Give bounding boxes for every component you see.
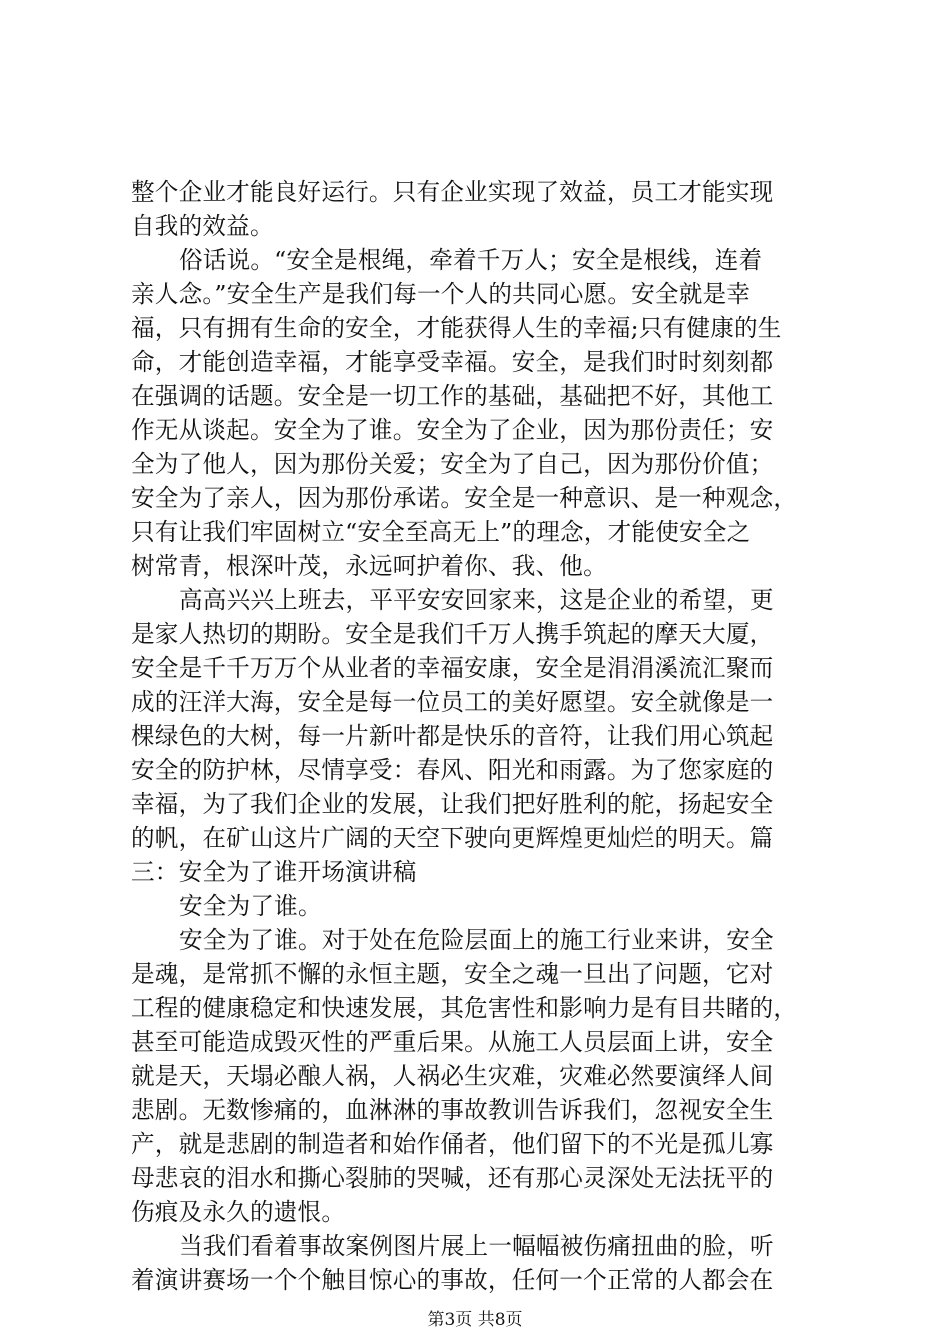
- body-line: 的帆，在矿山这片广阔的天空下驶向更辉煌更灿烂的明天。篇: [131, 824, 774, 852]
- body-line: 自我的效益。: [131, 212, 274, 240]
- body-line: 悲剧。无数惨痛的，血淋淋的事故教训告诉我们，忽视安全生: [131, 1096, 774, 1124]
- body-line: 棵绿色的大树，每一片新叶都是快乐的音符，让我们用心筑起: [131, 722, 774, 750]
- paragraph-first-line: 高高兴兴上班去，平平安安回家来，这是企业的希望，更: [179, 586, 774, 614]
- body-line: 安全为了亲人，因为那份承诺。安全是一种意识、是一种观念，: [131, 484, 798, 512]
- body-line: 树常青，根深叶茂，永远呵护着你、我、他。: [131, 552, 607, 580]
- body-line: 在强调的话题。安全是一切工作的基础，基础把不好，其他工: [131, 382, 774, 410]
- body-line: 工程的健康稳定和快速发展，其危害性和影响力是有目共睹的，: [131, 994, 798, 1022]
- page-number-footer: 第3页 共8页: [427, 1310, 523, 1330]
- body-line: 安全是千千万万个从业者的幸福安康，安全是涓涓溪流汇聚而: [131, 654, 774, 682]
- body-line: 三：安全为了谁开场演讲稿: [131, 858, 417, 886]
- paragraph-first-line: 安全为了谁。对于处在危险层面上的施工行业来讲，安全: [179, 926, 774, 954]
- body-line: 甚至可能造成毁灭性的严重后果。从施工人员层面上讲，安全: [131, 1028, 774, 1056]
- body-line: 成的汪洋大海，安全是每一位员工的美好愿望。安全就像是一: [131, 688, 774, 716]
- body-line: 亲人念。”安全生产是我们每一个人的共同心愿。安全就是幸: [131, 280, 751, 308]
- body-line: 就是天，天塌必酿人祸，人祸必生灾难，灾难必然要演绎人间: [131, 1062, 774, 1090]
- body-line: 安全的防护林，尽情享受：春风、阳光和雨露。为了您家庭的: [131, 756, 774, 784]
- section-heading: 安全为了谁。: [179, 892, 322, 920]
- body-line: 整个企业才能良好运行。只有企业实现了效益，员工才能实现: [131, 178, 774, 206]
- body-line: 全为了他人，因为那份关爱；安全为了自己，因为那份价值；: [131, 450, 774, 478]
- body-line: 作无从谈起。安全为了谁。安全为了企业，因为那份责任；安: [131, 416, 774, 444]
- body-line: 是魂，是常抓不懈的永恒主题，安全之魂一旦出了问题，它对: [131, 960, 774, 988]
- paragraph-first-line: 俗话说。“安全是根绳，牵着千万人；安全是根线，连着: [179, 246, 763, 274]
- body-line: 母悲哀的泪水和撕心裂肺的哭喊，还有那心灵深处无法抚平的: [131, 1164, 774, 1192]
- body-line: 幸福，为了我们企业的发展，让我们把好胜利的舵，扬起安全: [131, 790, 774, 818]
- body-line: 福，只有拥有生命的安全，才能获得人生的幸福;只有健康的生: [131, 314, 782, 342]
- body-line: 命，才能创造幸福，才能享受幸福。安全，是我们时时刻刻都: [131, 348, 774, 376]
- body-line: 产，就是悲剧的制造者和始作俑者，他们留下的不光是孤儿寡: [131, 1130, 774, 1158]
- body-line: 着演讲赛场一个个触目惊心的事故，任何一个正常的人都会在: [131, 1266, 774, 1294]
- body-line: 伤痕及永久的遗恨。: [131, 1198, 346, 1226]
- paragraph-first-line: 当我们看着事故案例图片展上一幅幅被伤痛扭曲的脸，听: [179, 1232, 774, 1260]
- body-line: 是家人热切的期盼。安全是我们千万人携手筑起的摩天大厦，: [131, 620, 774, 648]
- body-line: 只有让我们牢固树立“安全至高无上”的理念，才能使安全之: [131, 518, 751, 546]
